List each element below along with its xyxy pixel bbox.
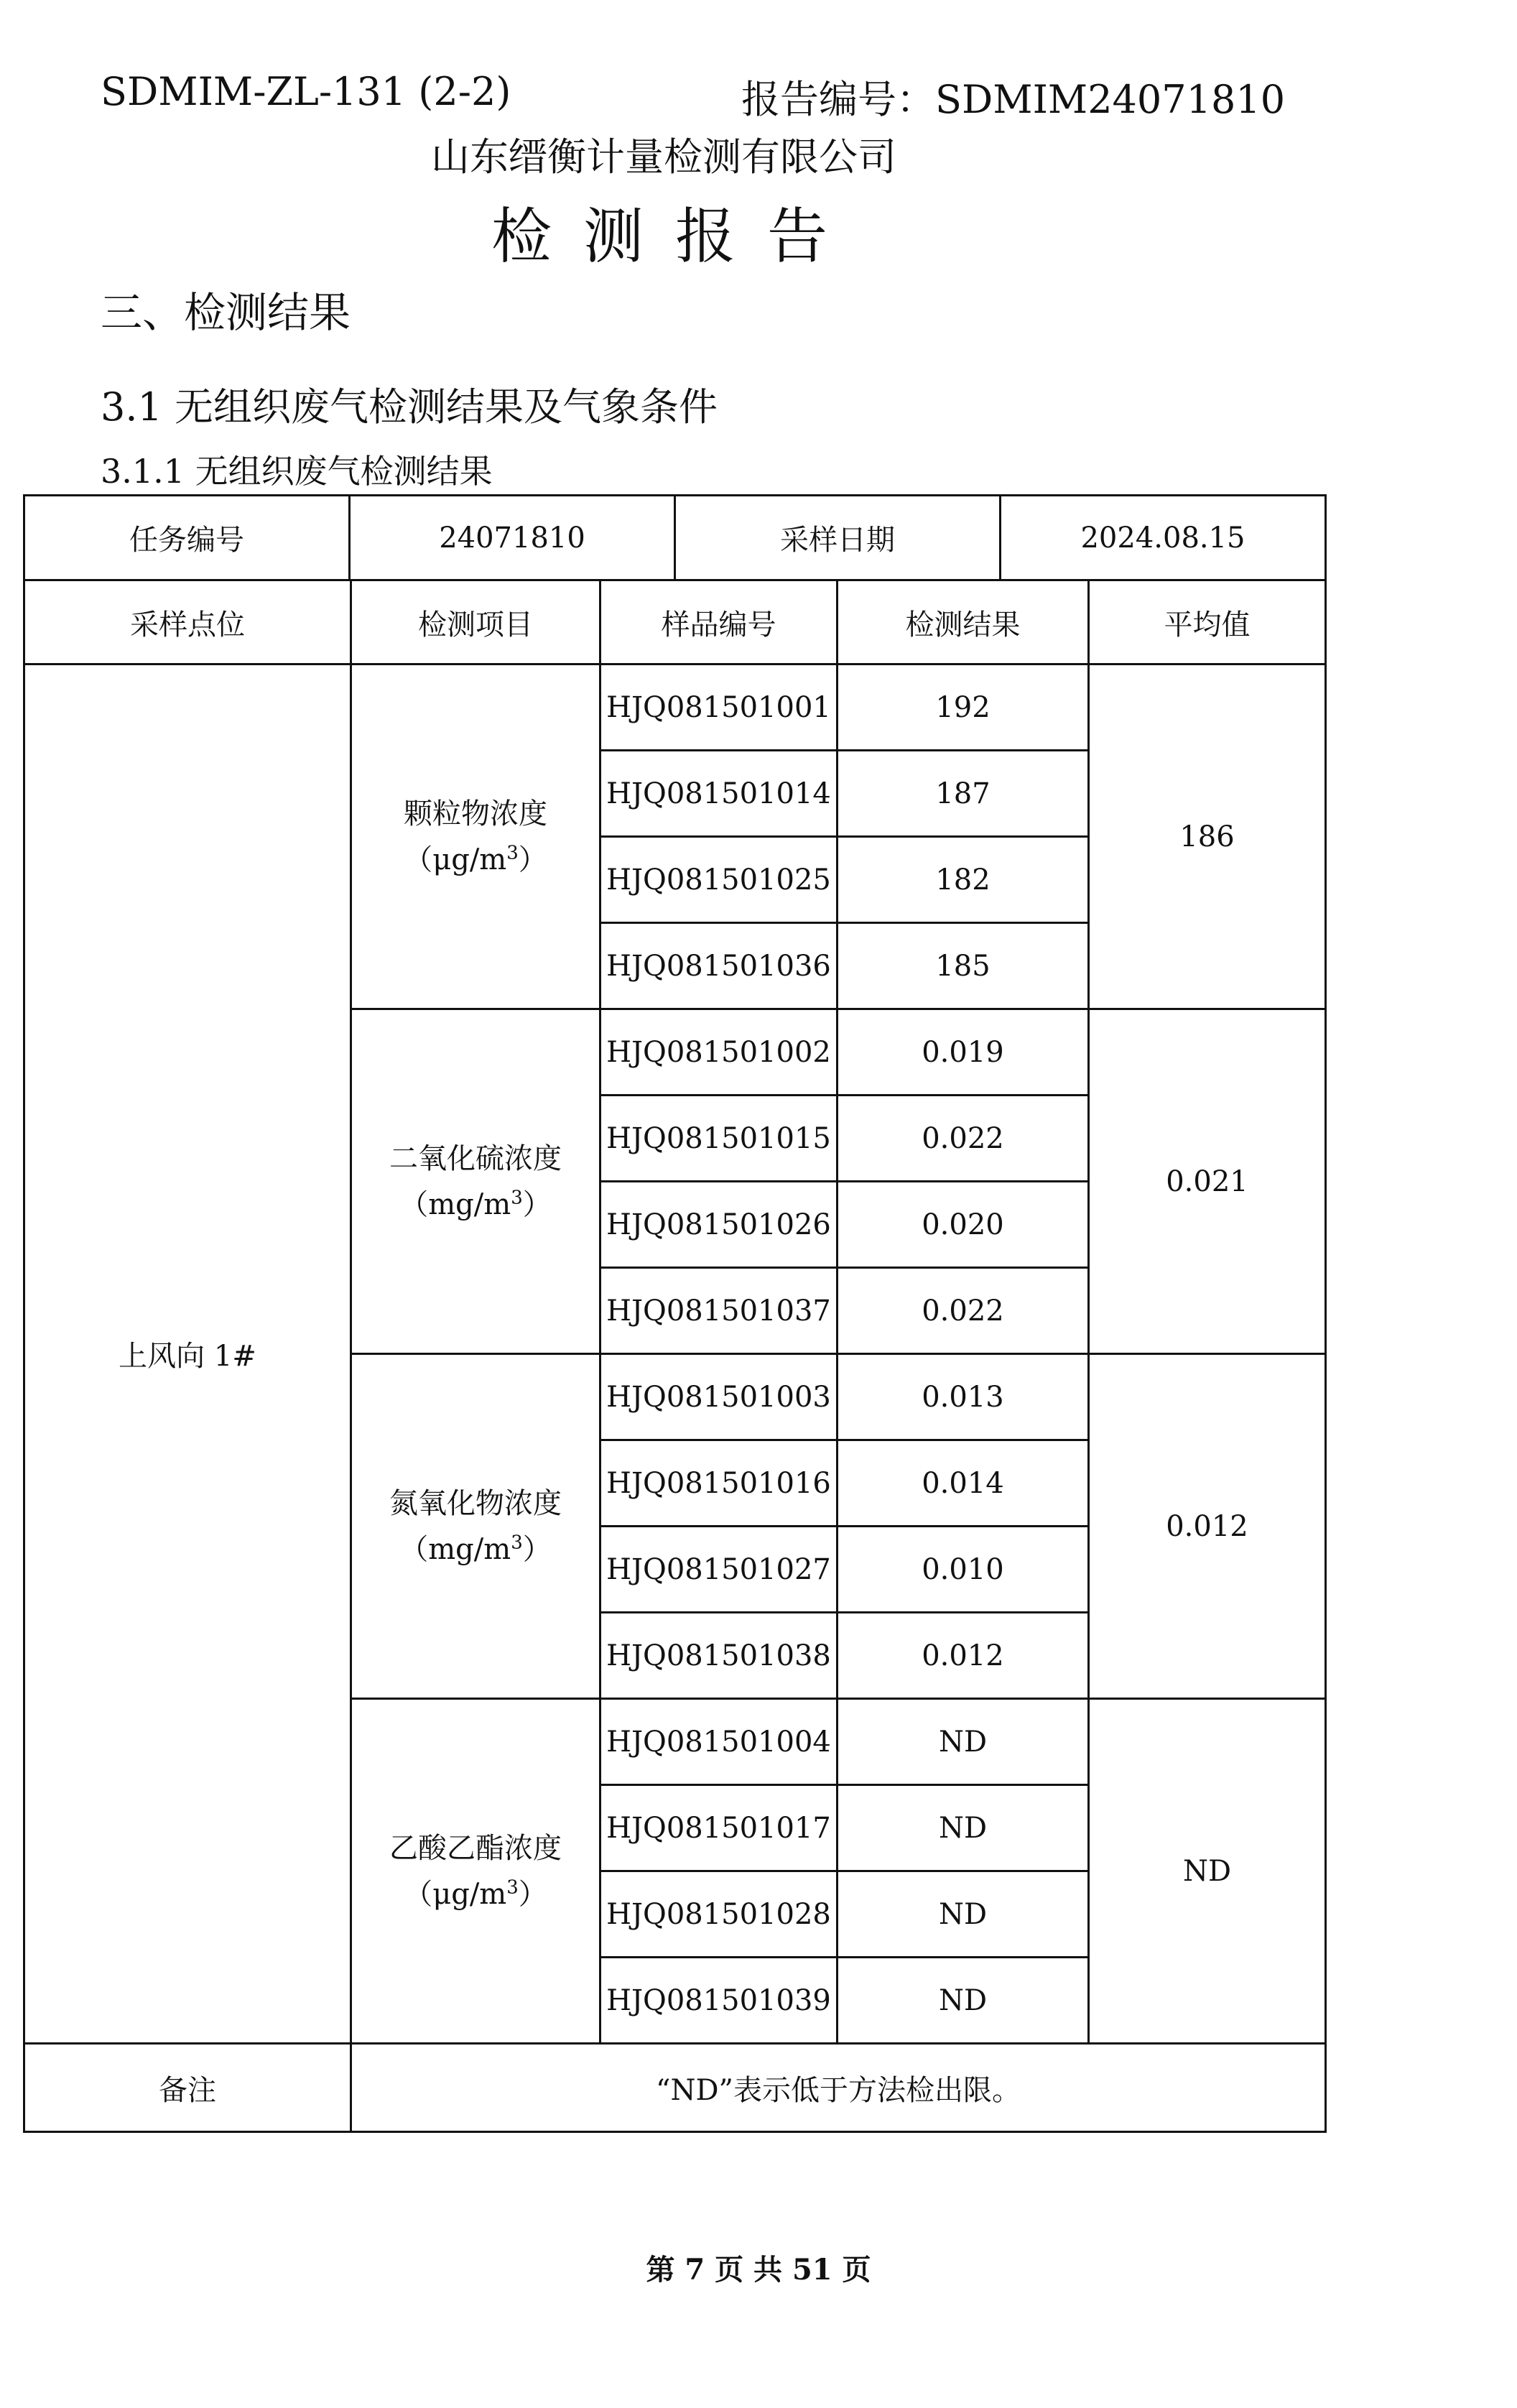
sampling-location: 上风向 1#	[24, 664, 351, 2044]
report-number: 报告编号：SDMIM24071810	[741, 77, 1286, 122]
test-result: 0.014	[838, 1440, 1089, 1527]
test-item-unit	[352, 837, 599, 883]
column-header: 平均值	[1089, 580, 1326, 664]
average-value: 0.021	[1089, 1009, 1326, 1354]
unit-superscript: 3	[511, 1532, 523, 1554]
sample-id: HJQ081501003	[600, 1354, 838, 1440]
remarks-row	[24, 2044, 1326, 2132]
task-number-value: 24071810	[350, 496, 675, 580]
task-info-row	[24, 496, 1326, 580]
unit-superscript: 3	[506, 1876, 519, 1899]
test-result: 0.019	[838, 1009, 1089, 1096]
test-item	[351, 664, 600, 1009]
unit-suffix: ）	[518, 1877, 547, 1911]
test-result: 0.022	[838, 1096, 1089, 1182]
test-result: 0.010	[838, 1527, 1089, 1613]
test-result: ND	[838, 1785, 1089, 1871]
test-result: 182	[838, 837, 1089, 923]
sample-id: HJQ081501015	[600, 1096, 838, 1182]
remarks-text: “ND”表示低于方法检出限。	[351, 2044, 1326, 2132]
sample-id: HJQ081501036	[600, 923, 838, 1009]
column-header: 检测项目	[351, 580, 600, 664]
test-item-name: 乙酸乙酯浓度	[389, 1831, 562, 1865]
test-result: ND	[838, 1958, 1089, 2044]
test-result: 0.022	[838, 1268, 1089, 1354]
test-item-unit	[352, 1182, 599, 1228]
test-result: ND	[838, 1871, 1089, 1958]
sample-id: HJQ081501038	[600, 1613, 838, 1699]
test-result: 0.012	[838, 1613, 1089, 1699]
table-row	[24, 664, 1326, 751]
sample-id: HJQ081501026	[600, 1182, 838, 1268]
test-item-name: 二氧化硫浓度	[389, 1142, 562, 1175]
unit-suffix: ）	[518, 843, 547, 876]
sample-id: HJQ081501037	[600, 1268, 838, 1354]
test-item	[351, 1699, 600, 2044]
unit-prefix: （μg/m	[404, 843, 507, 876]
test-result: 192	[838, 664, 1089, 751]
unit-prefix: （mg/m	[399, 1187, 511, 1221]
column-header-row	[24, 580, 1326, 664]
sample-id: HJQ081501028	[600, 1871, 838, 1958]
sampling-date-label: 采样日期	[675, 496, 1001, 580]
sample-id: HJQ081501002	[600, 1009, 838, 1096]
unit-suffix: ）	[522, 1187, 552, 1221]
section-heading-3-1: 3.1 无组织废气检测结果及气象条件	[101, 384, 718, 430]
task-number-label: 任务编号	[24, 496, 350, 580]
sample-id: HJQ081501001	[600, 664, 838, 751]
test-item-unit	[352, 1871, 599, 1917]
sample-id: HJQ081501014	[600, 751, 838, 837]
remarks-label: 备注	[24, 2044, 351, 2132]
test-item-name: 颗粒物浓度	[404, 797, 547, 830]
column-header: 采样点位	[24, 580, 351, 664]
sample-id: HJQ081501017	[600, 1785, 838, 1871]
task-info-table	[23, 494, 1327, 581]
results-table-body	[24, 580, 1326, 2044]
sampling-date-value: 2024.08.15	[1001, 496, 1326, 580]
sample-id: HJQ081501039	[600, 1958, 838, 2044]
sample-id: HJQ081501004	[600, 1699, 838, 1785]
section-heading-3: 三、检测结果	[101, 288, 351, 337]
test-result: 0.013	[838, 1354, 1089, 1440]
sample-id: HJQ081501025	[600, 837, 838, 923]
unit-prefix: （μg/m	[404, 1877, 507, 1911]
unit-prefix: （mg/m	[399, 1532, 511, 1566]
test-result: 0.020	[838, 1182, 1089, 1268]
test-result: ND	[838, 1699, 1089, 1785]
column-header: 检测结果	[838, 580, 1089, 664]
page-number: 第 7 页 共 51 页	[646, 2253, 871, 2287]
company-name: 山东缙衡计量检测有限公司	[431, 134, 896, 180]
test-result: 185	[838, 923, 1089, 1009]
test-item	[351, 1354, 600, 1699]
unit-superscript: 3	[511, 1187, 523, 1209]
section-heading-3-1-1: 3.1.1 无组织废气检测结果	[101, 452, 493, 491]
average-value: ND	[1089, 1699, 1326, 2044]
test-item-name: 氮氧化物浓度	[389, 1486, 562, 1520]
test-item	[351, 1009, 600, 1354]
column-header: 样品编号	[600, 580, 838, 664]
results-table	[23, 579, 1327, 2133]
average-value: 186	[1089, 664, 1326, 1009]
sample-id: HJQ081501016	[600, 1440, 838, 1527]
average-value: 0.012	[1089, 1354, 1326, 1699]
test-item-unit	[352, 1527, 599, 1573]
unit-superscript: 3	[506, 842, 519, 864]
sample-id: HJQ081501027	[600, 1527, 838, 1613]
test-result: 187	[838, 751, 1089, 837]
form-code: SDMIM-ZL-131 (2-2)	[101, 69, 511, 114]
unit-suffix: ）	[522, 1532, 552, 1566]
report-title: 检测报告	[491, 201, 859, 272]
